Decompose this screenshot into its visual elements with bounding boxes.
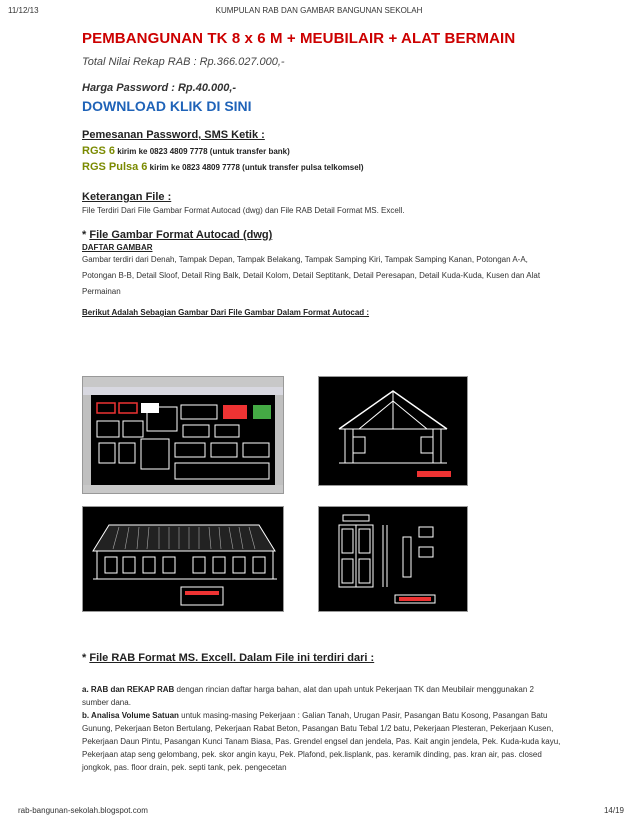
keterangan-heading: Keterangan File : bbox=[82, 191, 172, 203]
file-rab-heading-text: File RAB Format MS. Excell. Dalam File ini terdiri dari : bbox=[89, 652, 375, 664]
list-item-b bbox=[82, 709, 562, 774]
rgs2-code: RGS Pulsa 6 bbox=[82, 161, 148, 173]
tampak-drawing-image bbox=[82, 506, 284, 612]
item-a-label: a. RAB dan REKAP RAB bbox=[82, 685, 175, 694]
autocad-screenshot-svg bbox=[83, 377, 283, 493]
keterangan-text: File Terdiri Dari File Gambar Format Autocad (dwg) dan File RAB Detail Format MS. Excell. bbox=[82, 206, 405, 215]
pemesanan-heading: Pemesanan Password, SMS Ketik : bbox=[82, 129, 265, 141]
page-title: PEMBANGUNAN TK 8 x 6 M + MEUBILAIR + ALAT BERMAIN bbox=[82, 30, 516, 47]
potongan-svg bbox=[319, 377, 467, 485]
footer-page-number: 14/19 bbox=[603, 806, 624, 815]
potongan-drawing-image bbox=[318, 376, 468, 486]
page-header bbox=[0, 6, 638, 18]
daftar-gambar-text: Gambar terdiri dari Denah, Tampak Depan, Tampak Belakang, Tampak Samping Kiri, Tampak Samping Kanan, Potongan A-A, Potongan B-B, Detail Sloof, Detail Ring Balk, Detail Kolom, Detail Septitank, Detail Peresapan, Detail Kuda-Kuda, Kusen dan Alat Permainan bbox=[82, 255, 541, 296]
download-link[interactable]: DOWNLOAD KLIK DI SINI bbox=[82, 98, 252, 114]
file-rab-star: * bbox=[82, 652, 90, 664]
rgs1-code: RGS 6 bbox=[82, 145, 116, 157]
footer-site: rab-bangunan-sekolah.blogspot.com bbox=[18, 806, 148, 815]
file-gambar-heading-text: File Gambar Format Autocad (dwg) bbox=[89, 229, 273, 241]
file-gambar-heading bbox=[82, 229, 562, 241]
main-content bbox=[82, 30, 562, 317]
item-b-text: untuk masing-masing Pekerjaan : Galian Tanah, Urugan Pasir, Pasangan Batu Kosong, Pasangan Batu Gunung, Pekerjaan Beton Bertulang, Pekerjaan Rabat Beton, Pasangan Batu Tebal 1/2 batu, Pekerjaan Plesteran, Pekerjaan Kusen, Pekerjaan Daun Pintu, Pasangan Kunci Tanam Biasa, Pas. Grendel engsel dan jendela, Pas. Kait angin jendela, Pek. Kuda-kuda kayu, Pekerjaan atap seng gelombang, pek. skor angin kayu, Pek. Plafond, pek.lisplank, pas. keramik dinding, pas. kran air, pas. closed jongkok, pas. floor drain, pek. septi tank, pek. pengecetan bbox=[82, 711, 561, 772]
daftar-gambar-label: DAFTAR GAMBAR bbox=[82, 243, 153, 252]
berikut-heading: Berikut Adalah Sebagian Gambar Dari File Gambar Dalam Format Autocad : bbox=[82, 308, 370, 317]
header-date: 11/12/13 bbox=[8, 6, 39, 15]
autocad-screenshot-image bbox=[82, 376, 284, 494]
item-b-label: b. Analisa Volume Satuan bbox=[82, 711, 179, 720]
file-rab-list bbox=[82, 683, 562, 774]
rekap-text: Total Nilai Rekap RAB : Rp.366.027.000,- bbox=[82, 56, 285, 68]
list-item-a bbox=[82, 683, 562, 709]
file-rab-heading bbox=[82, 652, 374, 664]
rgs1-text: kirim ke 0823 4809 7778 (untuk transfer bank) bbox=[117, 147, 290, 156]
tampak-svg bbox=[83, 507, 283, 611]
header-title: KUMPULAN RAB DAN GAMBAR BANGUNAN SEKOLAH bbox=[215, 6, 423, 15]
kusen-svg bbox=[319, 507, 467, 611]
rgs-line-1 bbox=[82, 145, 562, 157]
file-gambar-star: * bbox=[82, 229, 90, 241]
rgs-line-2 bbox=[82, 161, 562, 173]
kusen-drawing-image bbox=[318, 506, 468, 612]
rgs2-text: kirim ke 0823 4809 7778 (untuk transfer pulsa telkomsel) bbox=[149, 163, 364, 172]
harga-text: Harga Password : Rp.40.000,- bbox=[82, 82, 237, 94]
item-a-text: dengan rincian daftar harga bahan, alat dan upah untuk Pekerjaan TK dan Meubilair menggunakan 2 sumber dana. bbox=[82, 685, 534, 707]
